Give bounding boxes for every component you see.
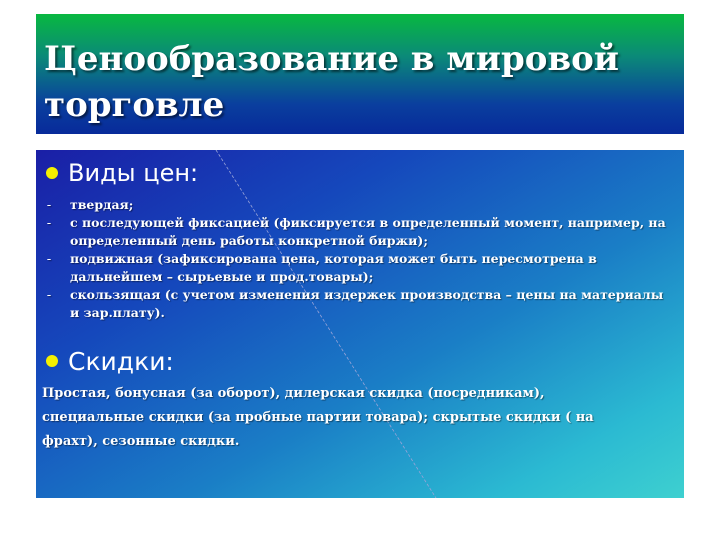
list-item-text: подвижная (зафиксирована цена, которая может быть пересмотрена в дальнейшем – сырьевые и прод.товары); bbox=[70, 251, 597, 284]
discounts-paragraph: Простая, бонусная (за оборот), дилерская скидка (посредникам), специальные скидки (за пробные партии товара); скрытые скидки ( на фрахт), сезонные скидки. bbox=[42, 386, 594, 449]
section-heading-price-types bbox=[46, 158, 198, 188]
dash-bullet-icon: - bbox=[46, 197, 52, 212]
section-heading-discounts bbox=[46, 346, 174, 376]
list-item bbox=[36, 196, 684, 214]
price-types-list bbox=[36, 196, 684, 322]
list-item bbox=[36, 250, 684, 286]
list-item-text: с последующей фиксацией (фиксируется в определенный момент, например, на определенный день работы конкретной биржи); bbox=[70, 215, 666, 248]
section-heading-label: Виды цен: bbox=[68, 159, 199, 187]
slide-content-area bbox=[36, 150, 684, 498]
slide-title-banner bbox=[36, 14, 684, 134]
bullet-dot-icon bbox=[46, 355, 58, 367]
slide-title: Ценообразование в мировой торговле bbox=[44, 39, 619, 125]
list-item-text: твердая; bbox=[70, 197, 134, 212]
list-item bbox=[36, 286, 684, 322]
section-heading-label: Скидки: bbox=[68, 346, 174, 376]
dash-bullet-icon: - bbox=[46, 287, 52, 302]
list-item bbox=[36, 214, 684, 250]
bullet-dot-icon bbox=[46, 167, 58, 179]
list-item-text: скользящая (с учетом изменения издержек производства – цены на материалы и зар.плату). bbox=[70, 287, 664, 320]
dash-bullet-icon: - bbox=[46, 215, 52, 230]
dash-bullet-icon: - bbox=[46, 251, 52, 266]
